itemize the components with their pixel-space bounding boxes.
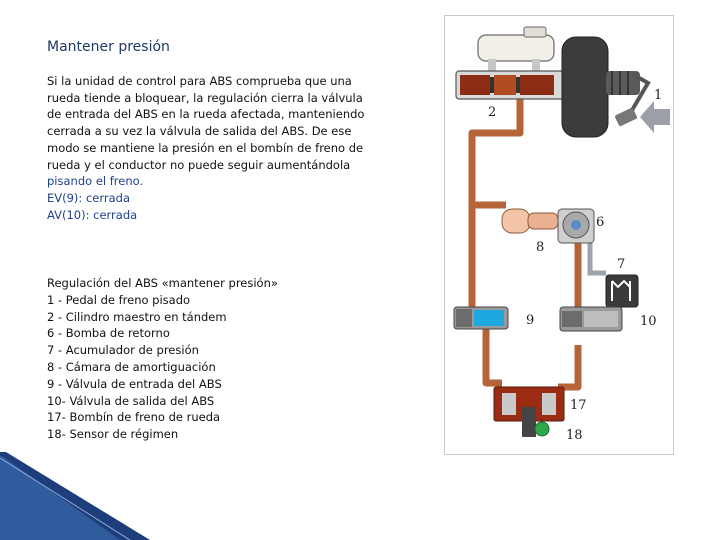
return-pump <box>558 209 594 243</box>
legend-item: 18- Sensor de régimen <box>47 427 179 442</box>
legend-item: 10- Válvula de salida del ABS <box>47 393 215 408</box>
label-18: 18 <box>566 428 583 443</box>
corner-decoration <box>0 452 720 540</box>
legend-list <box>47 275 278 443</box>
corner-light-band <box>0 456 120 540</box>
label-7: 7 <box>617 257 626 272</box>
paragraph-line: rueda y el conductor no puede seguir aumentándola <box>47 157 351 172</box>
tandem-master-cylinder <box>456 71 566 99</box>
legend-item: 8 - Cámara de amortiguación <box>47 359 216 374</box>
paragraph-line: cerrada a su vez la válvula de salida del ABS. De ese <box>47 124 352 139</box>
paragraph-line: de entrada del ABS en la rueda afectada, manteniendo <box>47 107 365 122</box>
pressure-accumulator <box>606 275 638 307</box>
legend-item: 7 - Acumulador de presión <box>47 343 199 358</box>
legend-item: 1 - Pedal de freno pisado <box>47 292 191 307</box>
label-10: 10 <box>640 314 657 329</box>
label-2: 2 <box>488 105 497 120</box>
paragraph-line: pisando el freno. <box>47 174 144 189</box>
paragraph-line: rueda tiende a bloquear, la regulación cierra la válvula <box>47 90 363 105</box>
label-6: 6 <box>596 215 605 230</box>
description-paragraph <box>47 73 377 223</box>
speed-sensor <box>535 422 549 436</box>
label-9: 9 <box>526 313 535 328</box>
legend-item: 9 - Válvula de entrada del ABS <box>47 376 222 391</box>
paragraph-line: modo se mantiene la presión en el bombín de freno de <box>47 140 364 155</box>
label-17: 17 <box>570 398 587 413</box>
inlet-valve <box>454 307 508 329</box>
label-8: 8 <box>536 240 545 255</box>
paragraph-line: Si la unidad de control para ABS comprueba que una <box>47 74 352 88</box>
valve-state-av: AV(10): cerrada <box>47 207 138 222</box>
legend-title: Regulación del ABS «mantener presión» <box>47 276 278 290</box>
legend-item: 6 - Bomba de retorno <box>47 326 170 341</box>
label-1: 1 <box>654 88 663 103</box>
slide-title: Mantener presión <box>47 39 170 55</box>
legend-item: 2 - Cilindro maestro en tándem <box>47 309 227 324</box>
outlet-valve <box>560 307 622 331</box>
legend-item: 17- Bombín de freno de rueda <box>47 410 221 425</box>
valve-state-ev: EV(9): cerrada <box>47 190 130 205</box>
abs-diagram <box>444 15 674 455</box>
